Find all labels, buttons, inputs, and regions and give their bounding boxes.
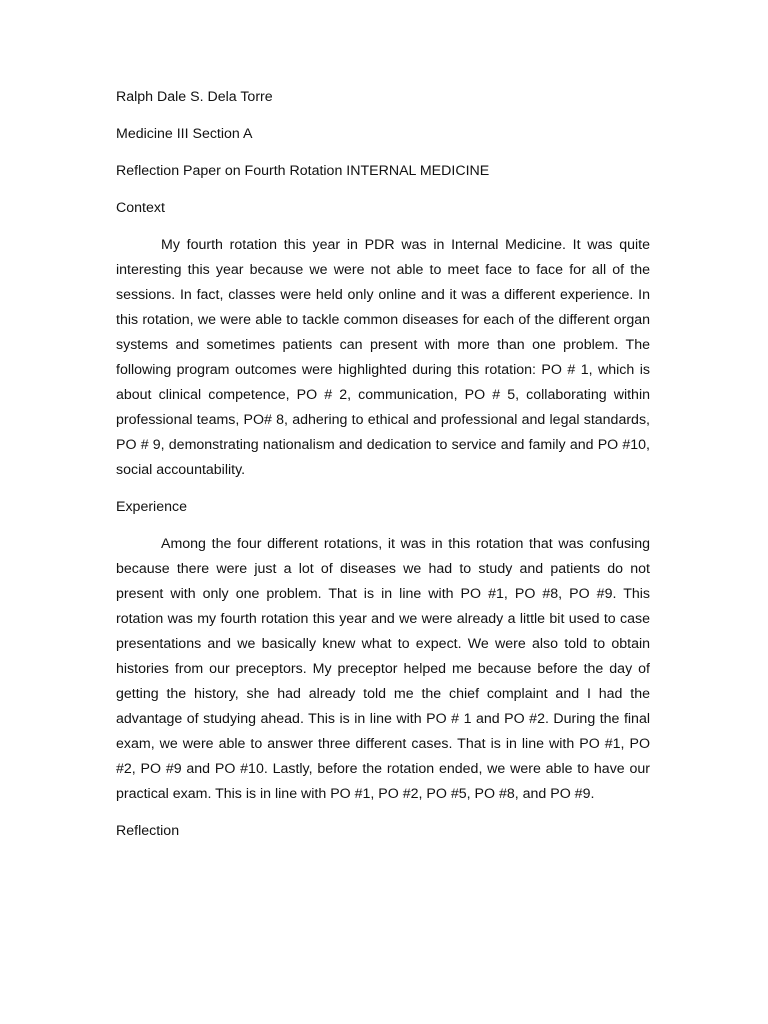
section-heading-experience: Experience <box>116 499 187 515</box>
paper-title: Reflection Paper on Fourth Rotation INTERNAL MEDICINE <box>116 163 490 179</box>
section-body-experience: Among the four different rotations, it was in this rotation that was confusing because there were just a lot of diseases we had to study and patients do not present with only one problem. That is in line with PO #1, PO #8, PO #9. This rotation was my fourth rotation this year and we were already a little bit used to case presentations and we basically knew what to expect. We were also told to obtain histories from our preceptors. My preceptor helped me because before the day of getting the history, she had already told me the chief complaint and I had the advantage of studying ahead. This is in line with PO # 1 and PO #2. During the final exam, we were able to answer three different cases. That is in line with PO #1, PO #2, PO #9 and PO #10. Lastly, before the rotation ended, we were able to have our practical exam. This is in line with PO #1, PO #2, PO #5, PO #8, and PO #9. <box>116 536 650 802</box>
section-heading-reflection: Reflection <box>116 823 180 839</box>
author-name: Ralph Dale S. Dela Torre <box>116 89 273 105</box>
document-content <box>116 85 650 856</box>
course-section: Medicine III Section A <box>116 126 253 142</box>
section-body-context: My fourth rotation this year in PDR was in Internal Medicine. It was quite interesting this year because we were not able to meet face to face for all of the sessions. In fact, classes were held only online and it was a different experience. In this rotation, we were able to tackle common diseases for each of the different organ systems and sometimes patients can present with more than one problem. The following program outcomes were highlighted during this rotation: PO # 1, which is about clinical competence, PO # 2, communication, PO # 5, collaborating within professional teams, PO# 8, adhering to ethical and professional and legal standards, PO # 9, demonstrating nationalism and dedication to service and family and PO #10, social accountability. <box>116 237 650 478</box>
section-heading-context: Context <box>116 200 165 216</box>
